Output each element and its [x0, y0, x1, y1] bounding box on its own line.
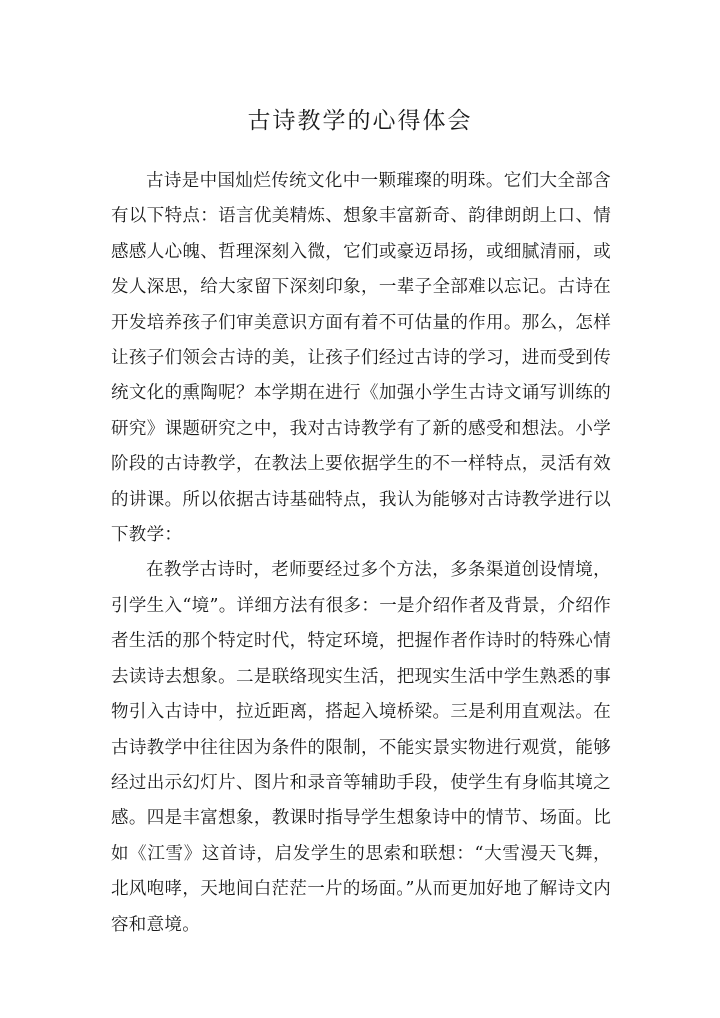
document-body [111, 164, 611, 943]
document-title: 古诗教学的心得体会 [247, 108, 473, 135]
paragraph-intro: 古诗是中国灿烂传统文化中一颗璀璨的明珠。它们大全部含有以下特点：语言优美精炼、想象丰富新奇、韵律朗朗上口、情感感人心魄、哲理深刻入微，它们或豪迈昂扬，或细腻清丽，或发人深思，给大家留下深刻印象，一辈子全部难以忘记。古诗在开发培养孩子们审美意识方面有着不可估量的作用。那么，怎样让孩子们领会古诗的美，让孩子们经过古诗的学习，进而受到传统文化的熏陶呢？本学期在进行《加强小学生古诗文诵写训练的研究》课题研究之中，我对古诗教学有了新的感受和想法。小学阶段的古诗教学，在教法上要依据学生的不一样特点，灵活有效的讲课。所以依据古诗基础特点，我认为能够对古诗教学进行以下教学： [111, 171, 611, 546]
paragraph-methods: 在教学古诗时，老师要经过多个方法，多条渠道创设情境，引学生入“境”。详细方法有很多：一是介绍作者及背景，介绍作者生活的那个特定时代，特定环境，把握作者作诗时的特殊心情去读诗去想象。二是联络现实生活，把现实生活中学生熟悉的事物引入古诗中，拉近距离，搭起入境桥梁。三是利用直观法。在古诗教学中往往因为条件的限制，不能实景实物进行观赏，能够经过出示幻灯片、图片和录音等辅助手段，使学生有身临其境之感。四是丰富想象，教课时指导学生想象诗中的情节、场面。比如《江雪》这首诗，启发学生的思索和联想：“大雪漫天飞舞，北风咆哮，天地间白茫茫一片的场面。”从而更加好地了解诗文内容和意境。 [111, 560, 611, 935]
